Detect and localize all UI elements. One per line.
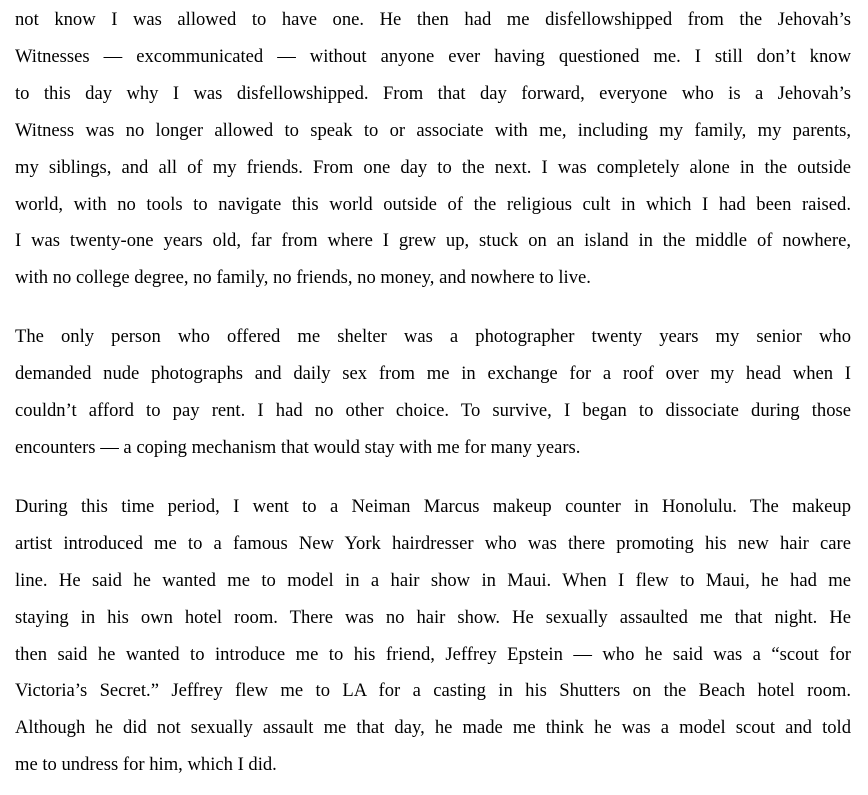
text-line: then said he wanted to introduce me to his friend, Jeffrey Epstein — who he said was a “scout for <box>15 643 851 665</box>
document-page <box>0 2 868 795</box>
text-line: couldn’t afford to pay rent. I had no other choice. To survive, I began to dissociate during those <box>15 400 851 422</box>
text-line: Victoria’s Secret.” Jeffrey flew me to LA for a casting in his Shutters on the Beach hotel room. <box>15 680 851 702</box>
text-line: The only person who offered me shelter was a photographer twenty years my senior who <box>15 326 851 348</box>
text-line: my siblings, and all of my friends. From one day to the next. I was completely alone in the outside <box>15 156 851 178</box>
paragraph-1 <box>15 2 851 297</box>
text-line: demanded nude photographs and daily sex from me in exchange for a roof over my head when I <box>15 363 851 385</box>
text-line: Witnesses — excommunicated — without anyone ever having questioned me. I still don’t know <box>15 45 851 67</box>
text-line: with no college degree, no family, no friends, no money, and nowhere to live. <box>15 267 591 289</box>
text-line: During this time period, I went to a Neiman Marcus makeup counter in Honolulu. The makeup <box>15 495 851 517</box>
text-line: not know I was allowed to have one. He then had me disfellowshipped from the Jehovah’s <box>15 9 851 30</box>
text-line: line. He said he wanted me to model in a hair show in Maui. When I flew to Maui, he had me <box>15 569 851 591</box>
paragraph-3 <box>15 489 851 784</box>
text-line: staying in his own hotel room. There was no hair show. He sexually assaulted me that night. He <box>15 606 851 628</box>
text-line: world, with no tools to navigate this world outside of the religious cult in which I had been raised. <box>15 193 851 215</box>
text-line: Although he did not sexually assault me that day, he made me think he was a model scout and told <box>15 717 851 739</box>
text-line: Witness was no longer allowed to speak to or associate with me, including my family, my parents, <box>15 119 851 141</box>
text-line: encounters — a coping mechanism that would stay with me for many years. <box>15 436 581 458</box>
text-line: artist introduced me to a famous New York hairdresser who was there promoting his new hair care <box>15 532 851 554</box>
text-line: I was twenty-one years old, far from where I grew up, stuck on an island in the middle of nowhere, <box>15 230 851 252</box>
text-line: me to undress for him, which I did. <box>15 754 277 776</box>
text-line: to this day why I was disfellowshipped. From that day forward, everyone who is a Jehovah’s <box>15 82 851 104</box>
paragraph-2 <box>15 319 851 467</box>
